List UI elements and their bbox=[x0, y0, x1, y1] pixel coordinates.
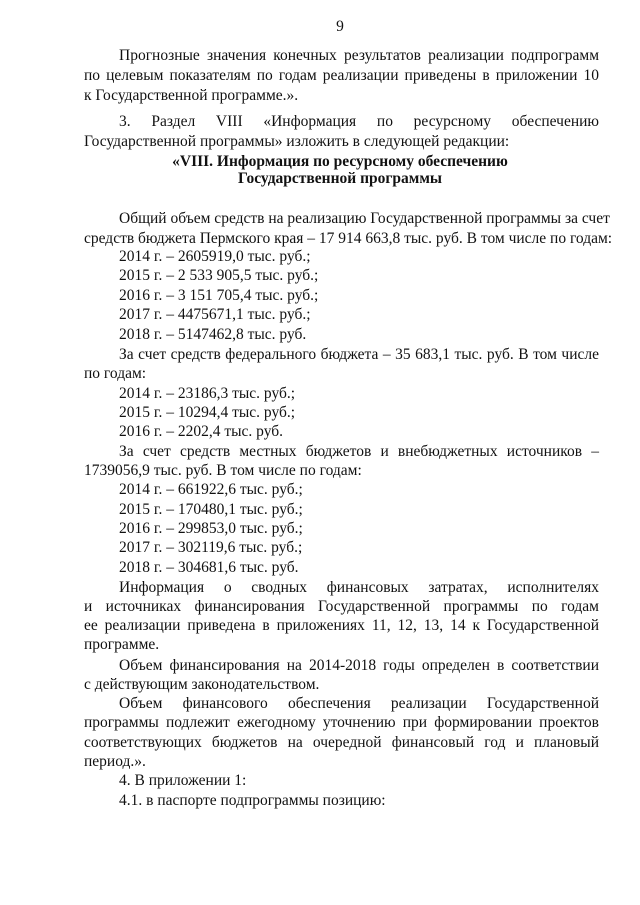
year-line: 2017 г. – 4475671,1 тыс. руб.; bbox=[119, 306, 311, 323]
paragraph-line: и источниках финансирования Государственной программы по годам bbox=[84, 598, 599, 615]
paragraph-line: программы подлежит ежегодному уточнению при формировании проектов bbox=[84, 714, 599, 731]
paragraph-line: соответствующих бюджетов на очередной финансовый год и плановый bbox=[84, 734, 599, 751]
paragraph-line: программе. bbox=[84, 636, 160, 653]
paragraph-line: с действующим законодательством. bbox=[84, 676, 320, 693]
paragraph-line: по годам: bbox=[84, 365, 147, 382]
year-line: 2016 г. – 3 151 705,4 тыс. руб.; bbox=[119, 287, 319, 304]
paragraph-line: период.». bbox=[84, 753, 146, 770]
paragraph-line: 3. Раздел VIII «Информация по ресурсному обеспечению bbox=[119, 113, 599, 130]
paragraph-line: Информация о сводных финансовых затратах, исполнителях bbox=[119, 579, 599, 596]
paragraph-line: Объем финансирования на 2014-2018 годы определен в соответствии bbox=[119, 657, 599, 674]
paragraph-line: За счет средств местных бюджетов и внебюджетных источников – bbox=[119, 443, 599, 460]
paragraph-line: Объем финансового обеспечения реализации Государственной bbox=[119, 695, 599, 712]
year-line: 2018 г. – 304681,6 тыс. руб. bbox=[119, 559, 299, 576]
year-line: 2016 г. – 299853,0 тыс. руб.; bbox=[119, 520, 303, 537]
paragraph-line: 1739056,9 тыс. руб. В том числе по годам: bbox=[84, 462, 362, 479]
paragraph-line: Государственной программы» изложить в следующей редакции: bbox=[84, 133, 510, 150]
paragraph-line: 4.1. в паспорте подпрограммы позицию: bbox=[119, 792, 386, 809]
paragraph-line: по целевым показателям по годам реализации приведены в приложении 10 bbox=[84, 67, 599, 84]
paragraph-line: Общий объем средств на реализацию Государственной программы за счет bbox=[119, 210, 610, 227]
year-line: 2015 г. – 170480,1 тыс. руб.; bbox=[119, 501, 303, 518]
paragraph-line: 4. В приложении 1: bbox=[119, 772, 247, 789]
paragraph-line: За счет средств федерального бюджета – 35 683,1 тыс. руб. В том числе bbox=[119, 346, 599, 363]
paragraph-line: к Государственной программе.». bbox=[84, 87, 299, 104]
paragraph-line: ее реализации приведена в приложениях 11, 12, 13, 14 к Государственной bbox=[84, 617, 599, 634]
section-heading: «VIII. Информация по ресурсному обеспечению bbox=[172, 153, 508, 170]
page-number: 9 bbox=[336, 18, 344, 35]
year-line: 2017 г. – 302119,6 тыс. руб.; bbox=[119, 539, 303, 556]
paragraph-line: Прогнозные значения конечных результатов реализации подпрограмм bbox=[119, 47, 599, 64]
year-line: 2015 г. – 2 533 905,5 тыс. руб.; bbox=[119, 267, 319, 284]
paragraph-line: средств бюджета Пермского края – 17 914 663,8 тыс. руб. В том числе по годам: bbox=[84, 230, 613, 247]
year-line: 2014 г. – 661922,6 тыс. руб.; bbox=[119, 481, 303, 498]
section-heading: Государственной программы bbox=[238, 170, 442, 187]
year-line: 2018 г. – 5147462,8 тыс. руб. bbox=[119, 326, 307, 343]
year-line: 2016 г. – 2202,4 тыс. руб. bbox=[119, 423, 284, 440]
year-line: 2015 г. – 10294,4 тыс. руб.; bbox=[119, 404, 296, 421]
year-line: 2014 г. – 2605919,0 тыс. руб.; bbox=[119, 248, 311, 265]
year-line: 2014 г. – 23186,3 тыс. руб.; bbox=[119, 385, 296, 402]
